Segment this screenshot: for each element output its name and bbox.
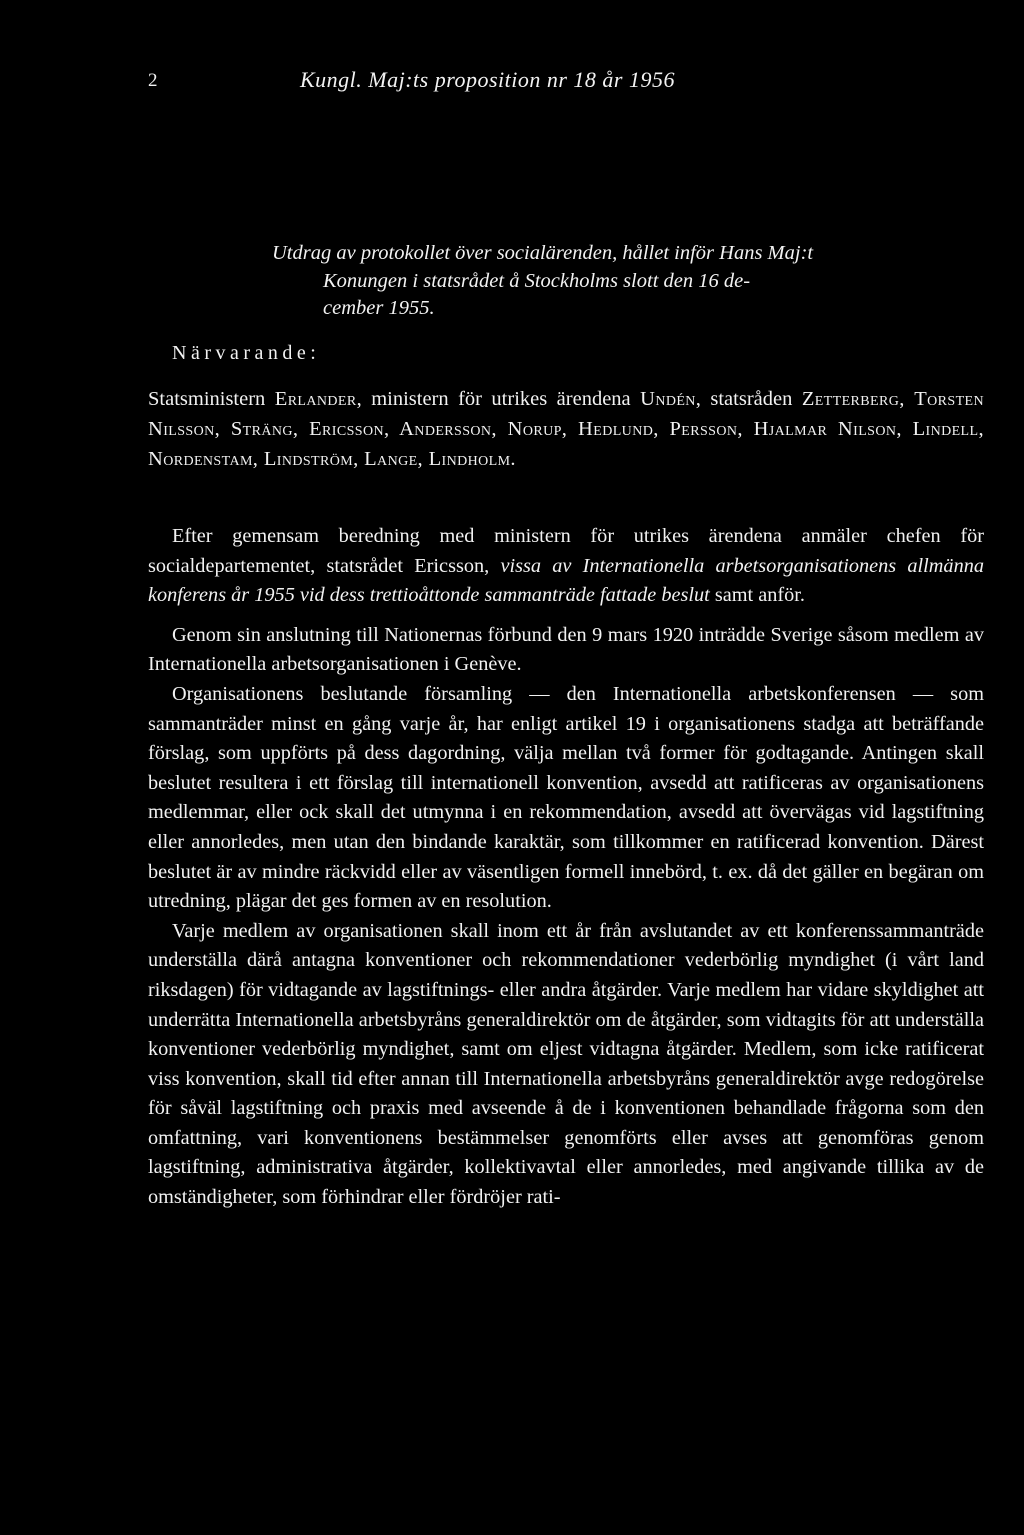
paragraph-2: Genom sin anslutning till Nationernas förbund den 9 mars 1920 inträdde Sverige såsom medlem av Internationella arbetsorganisationen i Genève. (148, 623, 984, 676)
attendee-ministers: Zetterberg, Torsten Nilsson, Sträng, Ericsson, Andersson, Norup, Hedlund, Persson, Hjalmar Nilson, Lindell, Nordenstam, Lindström, Lange, Lindholm (148, 388, 984, 470)
paragraph-1 (148, 522, 984, 611)
attendee-prime-minister: Erlander (274, 388, 357, 410)
paragraph-1-end: samt anför. (709, 584, 805, 607)
present-label: Närvarande: (172, 342, 321, 364)
attendees-text-4: . (510, 448, 516, 470)
protocol-line-1: Utdrag av protokollet över socialärenden, hållet inför Hans Maj:t (272, 242, 814, 264)
attendees-text-3: , statsråden (695, 388, 802, 410)
running-title: Kungl. Maj:ts proposition nr 18 år 1956 (300, 67, 675, 92)
attendees-text-1: Statsministern (148, 388, 275, 410)
attendees-text-2: , ministern för utrikes ärendena (356, 388, 641, 410)
protocol-header (272, 240, 984, 323)
protocol-line-2: Konungen i statsrådet å Stockholms slott den 16 de- (323, 269, 751, 292)
attendees-list (148, 384, 984, 474)
attendee-foreign-minister: Undén (640, 388, 696, 410)
paragraph-3: Organisationens beslutande församling — den Internationella arbetskonferensen — som sammanträder minst en gång varje år, har enligt artikel 19 i organisationens stadga att beträffande förslag, som uppförts på dess dagordning, välja mellan två former för godtagande. Antingen skall beslutet resultera i ett förslag till internationell konvention, avsedd att ratificeras av organisationens medlemmar, eller ock skall det utmynna i en rekommendation, avsedd att övervägas vid lagstiftning eller annorledes, men utan den bindande karaktär, som tillkommer en ratificerad konvention. Därest beslutet är av mindre räckvidd eller av väsentligen formell innebörd, t. ex. då det gäller en begäran om utredning, plägar det ges formen av en resolution. (148, 682, 984, 913)
paragraph-1-subject: vissa av Internationella arbetsorganisationens allmänna konferens år 1955 vid dess trettioåttonde sammanträde fattade beslut (148, 554, 984, 607)
page-number: 2 (148, 70, 158, 91)
paragraph-4: Varje medlem av organisationen skall inom ett år från avslutandet av ett konferenssammanträde underställa därå antagna konventioner och rekommendationer vederbörlig myndighet (i vårt land riksdagen) för vidtagande av lagstiftnings- eller andra åtgärder. Varje medlem har vidare skyldighet att underrätta Internationella arbetsbyråns generaldirektör om de åtgärder, som vidtagits för att underställa konventioner vederbörlig myndighet, samt om eljest vidtagna åtgärder. Medlem, som icke ratificerat viss konvention, skall tid efter annan till Internationella arbetsbyråns generaldirektör avge redogörelse för såväl lagstiftning och praxis med avseende å de i konventionen behandlade frågorna som den omfattning, vari konventionens bestämmelser genomförts eller avses att genomföras genom lagstiftning, administrativa åtgärder, kollektivavtal eller annorledes, med angivande tillika av de omständigheter, som förhindrar eller fördröjer rati- (148, 919, 984, 1209)
body-text (148, 522, 984, 1213)
paragraph-1-intro: Efter gemensam beredning med ministern för utrikes ärendena anmäler chefen för socialdepartementet, statsrådet Ericsson, (148, 525, 984, 577)
protocol-line-3: cember 1955. (323, 297, 435, 319)
